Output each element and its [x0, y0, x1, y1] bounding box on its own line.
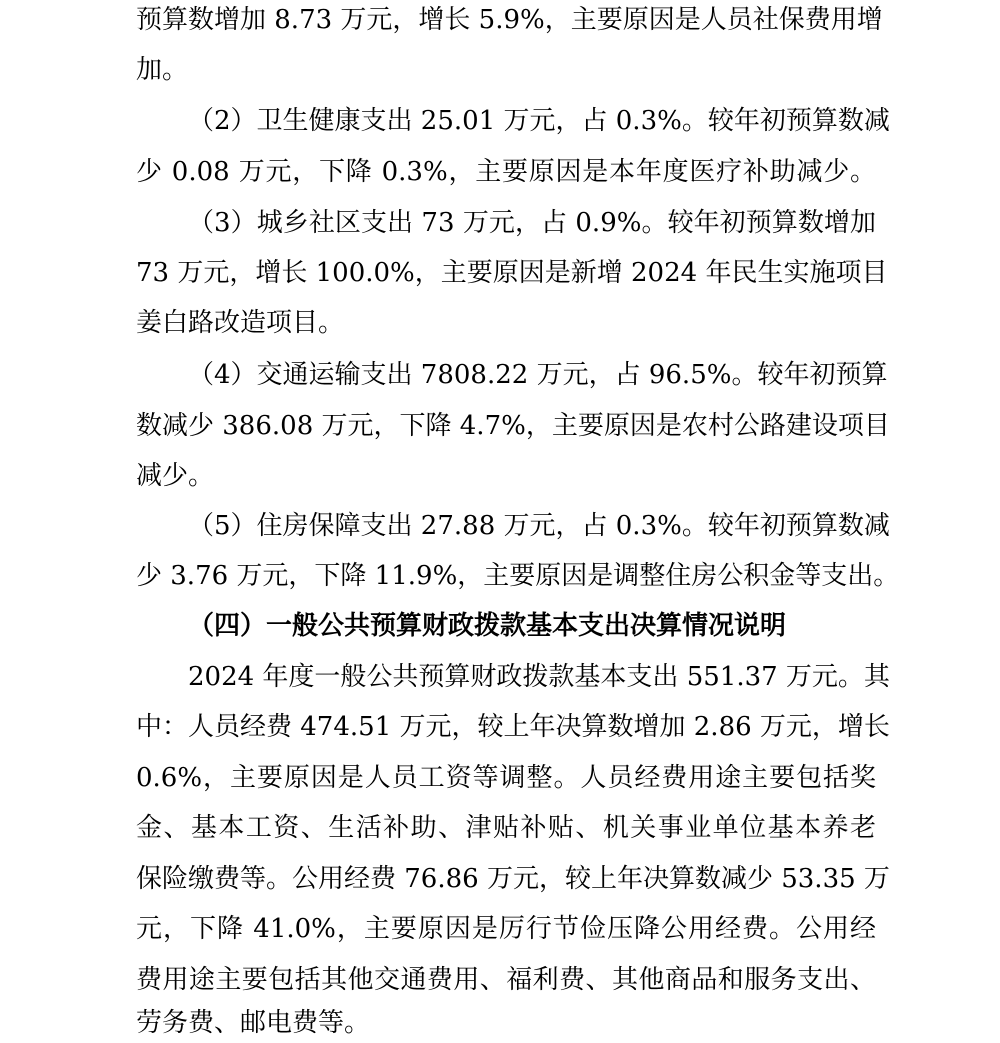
- paragraph-transport: （4）交通运输支出 7808.22 万元，占 96.5%。较年初预算: [188, 360, 888, 390]
- text-line: 少 0.08 万元，下降 0.3%，主要原因是本年度医疗补助减少。: [136, 157, 876, 187]
- paragraph-health: （2）卫生健康支出 25.01 万元，占 0.3%。较年初预算数减: [188, 106, 890, 136]
- text-line: 预算数增加 8.73 万元，增长 5.9%，主要原因是人员社保费用增: [136, 5, 883, 35]
- text-line: 劳务费、邮电费等。: [136, 1008, 371, 1038]
- paragraph-urban-rural: （3）城乡社区支出 73 万元，占 0.9%。较年初预算数增加: [188, 208, 876, 238]
- text-line: 加。: [136, 55, 189, 85]
- text-line: 费用途主要包括其他交通费用、福利费、其他商品和服务支出、: [136, 965, 876, 995]
- paragraph-basic-expenditure: 2024 年度一般公共预算财政拨款基本支出 551.37 万元。其: [188, 662, 890, 692]
- text-line: 金、基本工资、生活补助、津贴补贴、机关事业单位基本养老: [136, 813, 876, 843]
- text-line: 数减少 386.08 万元，下降 4.7%，主要原因是农村公路建设项目: [136, 411, 890, 441]
- paragraph-housing: （5）住房保障支出 27.88 万元，占 0.3%。较年初预算数减: [188, 511, 890, 541]
- text-line: 少 3.76 万元，下降 11.9%，主要原因是调整住房公积金等支出。: [136, 561, 900, 591]
- text-line: 元，下降 41.0%，主要原因是厉行节俭压降公用经费。公用经: [136, 914, 876, 944]
- text-line: 姜白路改造项目。: [136, 308, 345, 338]
- text-line: 0.6%，主要原因是人员工资等调整。人员经费用途主要包括奖: [136, 763, 876, 793]
- text-line: 保险缴费等。公用经费 76.86 万元，较上年决算数减少 53.35 万: [136, 864, 890, 894]
- text-line: 减少。: [136, 461, 215, 491]
- text-line: 73 万元，增长 100.0%，主要原因是新增 2024 年民生实施项目: [136, 258, 888, 288]
- text-line: 中：人员经费 474.51 万元，较上年决算数增加 2.86 万元，增长: [136, 712, 890, 742]
- section-heading: （四）一般公共预算财政拨款基本支出决算情况说明: [188, 611, 787, 641]
